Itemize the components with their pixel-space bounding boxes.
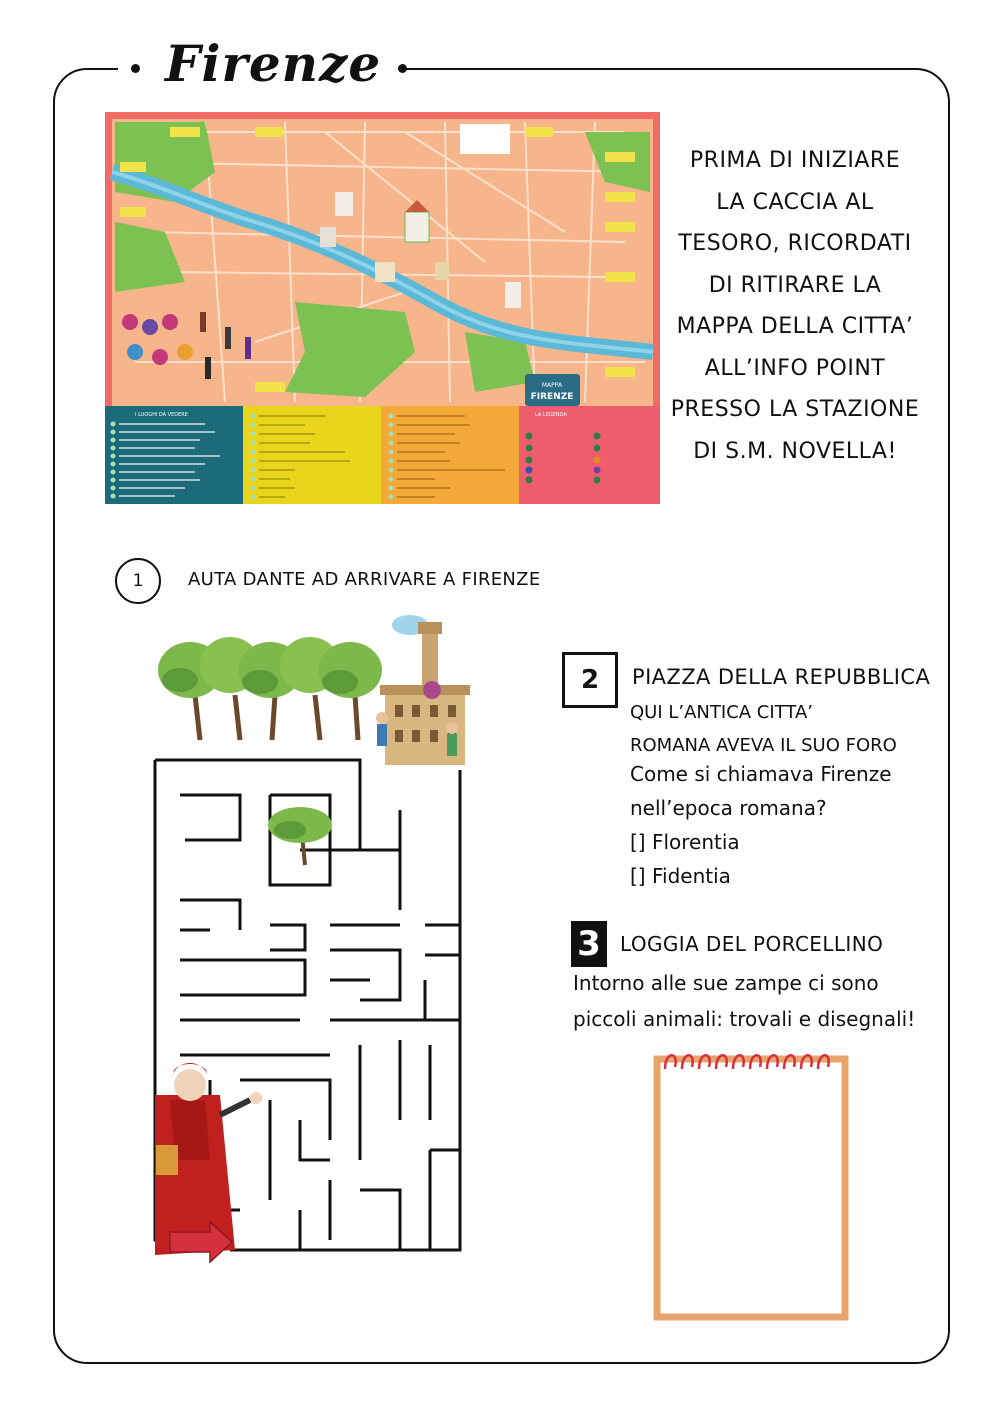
intro-line: PRIMA DI INIZIARE bbox=[689, 148, 901, 173]
section3-line1: Intorno alle sue zampe ci sono bbox=[573, 971, 879, 995]
section2-line2: ROMANA AVEVA IL SUO FORO bbox=[630, 735, 897, 756]
section2-question-line1: Come si chiamava Firenze bbox=[630, 762, 892, 786]
intro-text bbox=[660, 140, 930, 472]
title-dot-right bbox=[398, 64, 407, 73]
drawing-notepad[interactable] bbox=[645, 1045, 855, 1325]
section3-number: 3 bbox=[571, 921, 607, 967]
title-dot-left bbox=[131, 64, 140, 73]
section2-title: PIAZZA DELLA REPUBBLICA bbox=[632, 665, 931, 689]
map-legend-title: I LUOGHI DA VEDERE bbox=[135, 412, 188, 418]
city-map-image bbox=[105, 112, 660, 504]
map-badge-line1: MAPPA bbox=[541, 382, 563, 389]
section2-question-line2: nell’epoca romana? bbox=[630, 796, 827, 820]
intro-line: DI RITIRARE LA bbox=[708, 272, 882, 298]
section1-title: AUTA DANTE AD ARRIVARE A FIRENZE bbox=[188, 569, 541, 590]
intro-line: MAPPA DELLA CITTA’ bbox=[676, 314, 914, 339]
section2-line1: QUI L’ANTICA CITTA’ bbox=[630, 702, 813, 723]
section1-number: 1 bbox=[115, 558, 161, 604]
map-badge-line2: FIRENZE bbox=[530, 392, 574, 402]
intro-line: TESORO, RICORDATI bbox=[678, 231, 912, 256]
palazzo-vecchio-icon bbox=[376, 622, 470, 765]
intro-line: DI S.M. NOVELLA! bbox=[693, 438, 897, 464]
page-title: Firenze bbox=[165, 34, 382, 93]
intro-line: ALL’INFO POINT bbox=[704, 355, 886, 381]
map-legend-key-title: LA LEGENDA bbox=[535, 412, 567, 418]
section3-line2: piccoli animali: trovali e disegnali! bbox=[573, 1007, 916, 1031]
intro-line: PRESSO LA STAZIONE bbox=[670, 397, 920, 422]
answer-option-florentia[interactable]: [] Florentia bbox=[630, 830, 740, 854]
intro-line: LA CACCIA AL bbox=[716, 189, 874, 215]
section3-title: LOGGIA DEL PORCELLINO bbox=[620, 932, 884, 956]
maze-image bbox=[60, 600, 560, 1290]
section2-number: 2 bbox=[562, 652, 618, 708]
trees-icon bbox=[158, 637, 382, 740]
answer-option-fidentia[interactable]: [] Fidentia bbox=[630, 864, 731, 888]
maze-tree-icon bbox=[268, 807, 332, 865]
